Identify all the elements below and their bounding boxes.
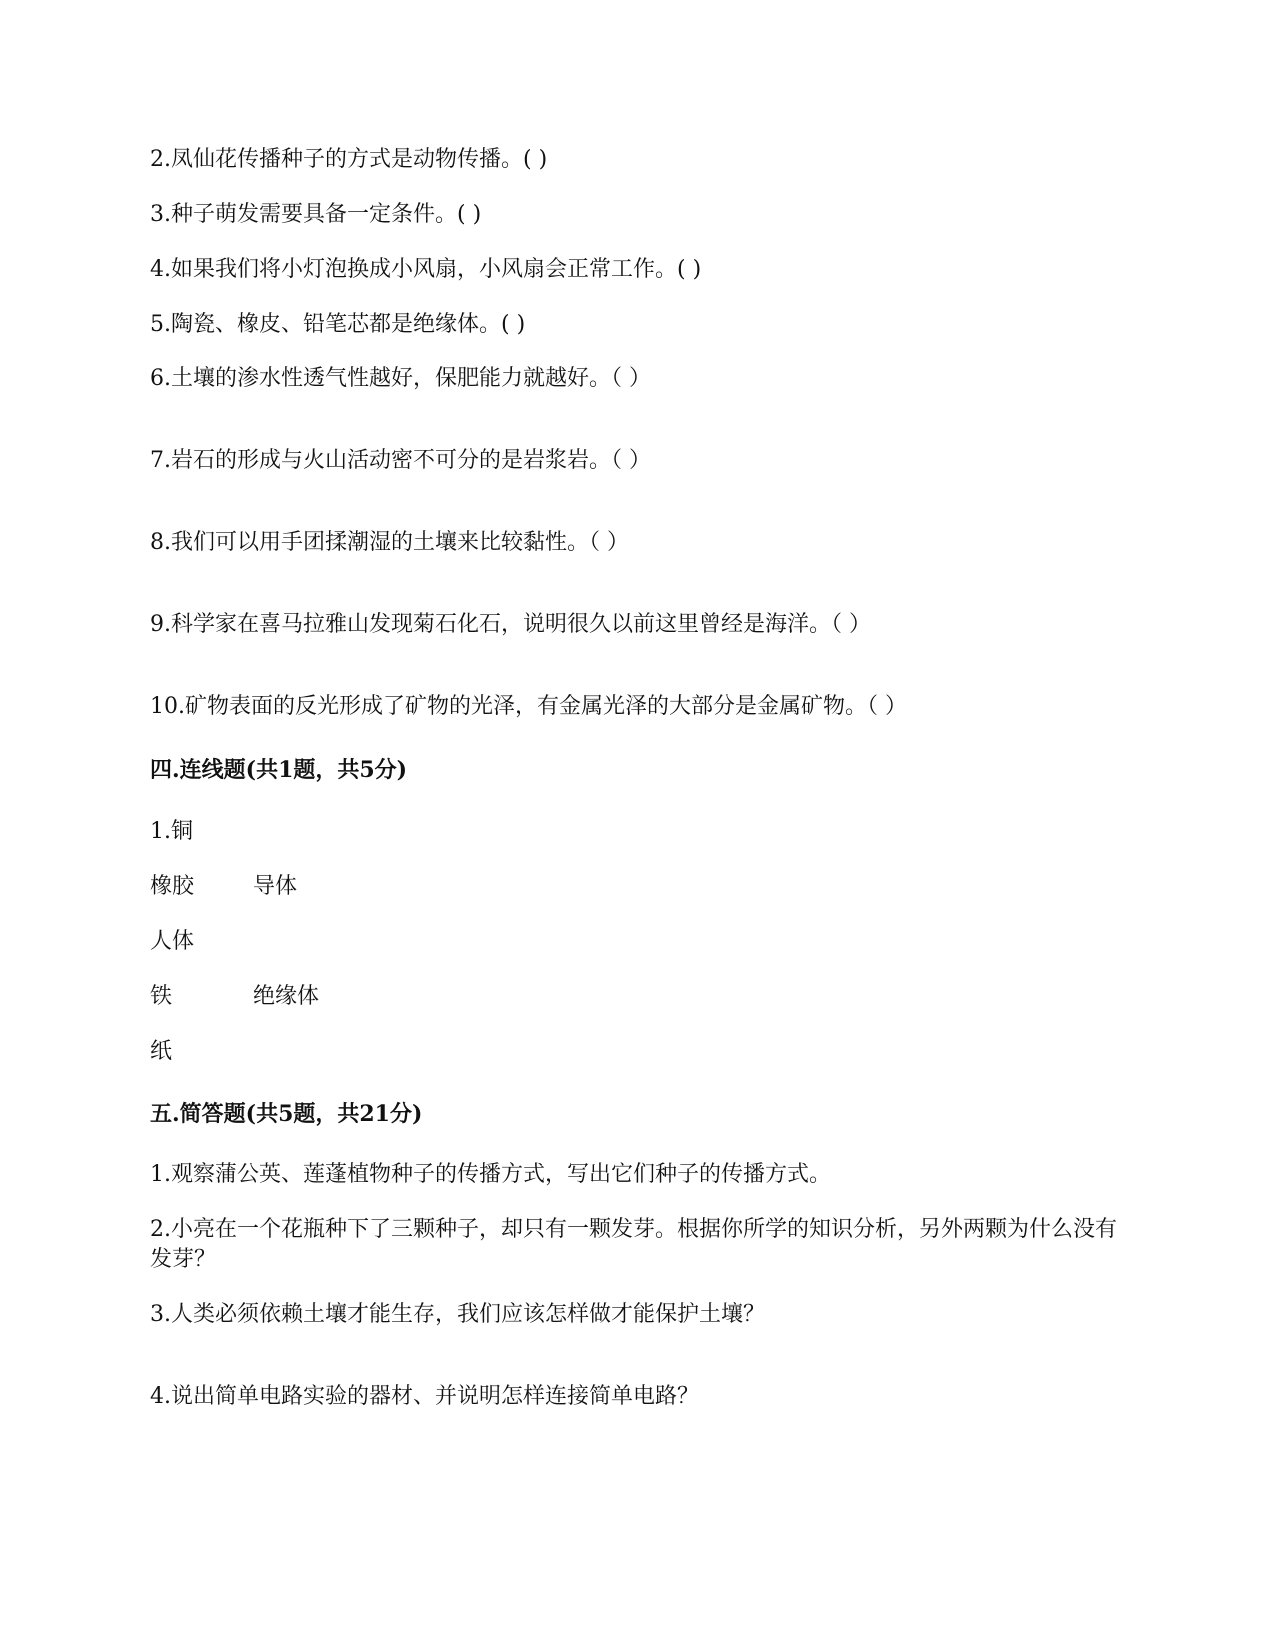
judgment-item-9: 9.科学家在喜马拉雅山发现菊石化石，说明很久以前这里曾经是海洋。（ ） [150,612,871,637]
judgment-item-3: 3.种子萌发需要具备一定条件。( ) [150,202,482,227]
short-answer-item-1: 1.观察蒲公英、莲蓬植物种子的传播方式，写出它们种子的传播方式。 [150,1162,831,1187]
matching-row-2 [150,927,194,957]
judgment-item-7: 7.岩石的形成与火山活动密不可分的是岩浆岩。（ ） [150,448,651,473]
matching-question-number: 1.铜 [150,819,193,844]
matching-right-item: 绝缘体 [253,984,320,1009]
short-answer-item-2: 2.小亮在一个花瓶种下了三颗种子，却只有一颗发芽。根据你所学的知识分析，另外两颗为什么没有发芽？ [150,1217,1117,1272]
matching-row-4 [150,1037,172,1067]
short-answer-item-3: 3.人类必须依赖土壤才能生存，我们应该怎样做才能保护土壤？ [150,1302,765,1327]
matching-left-item: 人体 [150,929,195,954]
matching-left-item: 纸 [150,1039,173,1064]
matching-row-1 [150,872,298,902]
short-answer-item-4: 4.说出简单电路实验的器材、并说明怎样连接简单电路？ [150,1384,699,1409]
judgment-item-10: 10.矿物表面的反光形成了矿物的光泽，有金属光泽的大部分是金属矿物。（ ） [150,694,907,719]
matching-section-heading: 四.连线题(共1题，共5分) [150,757,408,783]
matching-right-item: 导体 [253,874,298,899]
short-answer-section-heading: 五.简答题(共5题，共21分) [150,1101,423,1127]
judgment-item-4: 4.如果我们将小灯泡换成小风扇，小风扇会正常工作。( ) [150,257,702,282]
judgment-item-8: 8.我们可以用手团揉潮湿的土壤来比较黏性。（ ） [150,530,629,555]
matching-row-3 [150,982,320,1012]
judgment-item-5: 5.陶瓷、橡皮、铅笔芯都是绝缘体。( ) [150,312,526,337]
matching-left-item: 橡胶 [150,874,195,899]
judgment-item-6: 6.土壤的渗水性透气性越好，保肥能力就越好。（ ） [150,366,651,391]
matching-left-item: 铁 [150,984,173,1009]
judgment-item-2: 2.凤仙花传播种子的方式是动物传播。( ) [150,147,548,172]
